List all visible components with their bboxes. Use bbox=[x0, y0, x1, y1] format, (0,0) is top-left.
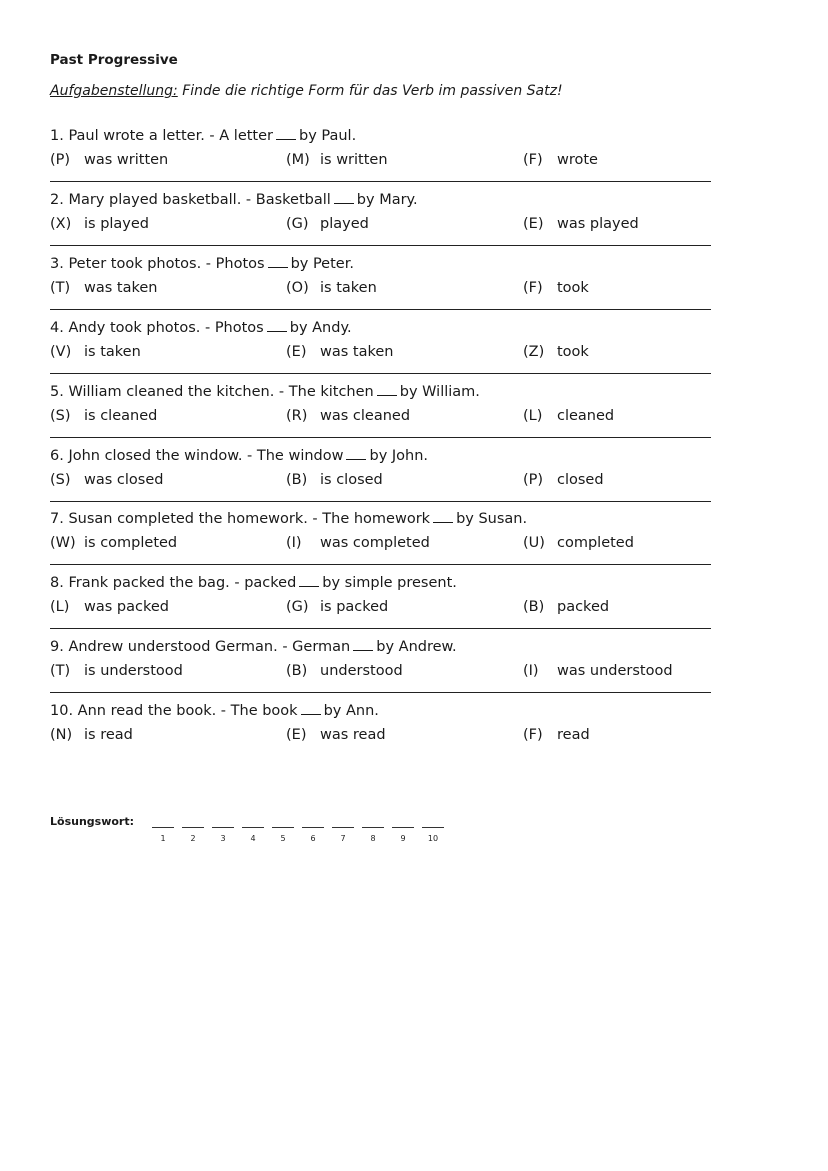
option-letter: (X) bbox=[50, 215, 72, 232]
solution-number: 8 bbox=[370, 834, 376, 843]
option-letter: (I) bbox=[286, 535, 302, 552]
question-text bbox=[50, 510, 527, 527]
question-prefix: 4. Andy took photos. - Photos bbox=[50, 319, 264, 336]
question-text bbox=[50, 574, 457, 591]
solution-blank bbox=[362, 827, 384, 828]
answer-blank bbox=[346, 447, 366, 460]
answer-option bbox=[50, 727, 133, 743]
question-text bbox=[50, 255, 354, 272]
answer-option bbox=[50, 344, 141, 360]
option-letter: (E) bbox=[286, 343, 307, 360]
solution-blank bbox=[212, 827, 234, 828]
option-letter: (E) bbox=[286, 727, 307, 744]
option-text: was cleaned bbox=[320, 407, 411, 424]
option-letter: (L) bbox=[50, 599, 70, 616]
question-item bbox=[50, 127, 711, 191]
question-item bbox=[50, 574, 711, 638]
solution-slot bbox=[242, 819, 264, 847]
question-suffix: by Andy. bbox=[289, 319, 352, 336]
question-suffix: by Peter. bbox=[290, 255, 354, 272]
question-text bbox=[50, 319, 352, 336]
worksheet-title: Past Progressive bbox=[50, 52, 178, 68]
solution-slot bbox=[392, 819, 414, 847]
solution-slot bbox=[422, 819, 444, 847]
option-text: read bbox=[557, 727, 590, 744]
question-text bbox=[50, 383, 480, 400]
solution-number: 5 bbox=[280, 834, 286, 843]
solution-slot bbox=[332, 819, 354, 847]
option-letter: (F) bbox=[523, 152, 543, 168]
solution-label: Lösungswort: bbox=[50, 815, 134, 828]
question-suffix: by William. bbox=[399, 383, 480, 400]
solution-number: 9 bbox=[400, 834, 406, 843]
question-item bbox=[50, 510, 711, 574]
option-text: is closed bbox=[320, 471, 383, 488]
option-text: completed bbox=[557, 535, 634, 552]
option-text: played bbox=[320, 215, 369, 232]
answer-option bbox=[50, 408, 157, 424]
separator-line bbox=[50, 437, 711, 438]
solution-slot bbox=[212, 819, 234, 847]
solution-blank bbox=[332, 827, 354, 828]
answer-option bbox=[523, 408, 614, 424]
option-text: was written bbox=[84, 152, 169, 168]
answer-option bbox=[286, 216, 369, 232]
solution-blank bbox=[152, 827, 174, 828]
solution-number: 4 bbox=[250, 834, 256, 843]
question-prefix: 3. Peter took photos. - Photos bbox=[50, 255, 265, 272]
answer-option bbox=[523, 472, 604, 488]
separator-line bbox=[50, 373, 711, 374]
option-text: is read bbox=[84, 727, 133, 744]
question-suffix: by Ann. bbox=[323, 703, 379, 720]
question-item bbox=[50, 191, 711, 255]
question-suffix: by simple present. bbox=[322, 575, 457, 592]
option-text: took bbox=[557, 343, 589, 360]
solution-number: 10 bbox=[427, 834, 439, 843]
question-item bbox=[50, 383, 711, 447]
answer-option bbox=[50, 599, 169, 615]
answer-option bbox=[523, 216, 639, 232]
solution-slot bbox=[362, 819, 384, 847]
question-text bbox=[50, 702, 379, 719]
answer-blank bbox=[268, 255, 288, 268]
question-prefix: 8. Frank packed the bag. - packed bbox=[50, 575, 297, 592]
answer-option bbox=[523, 727, 590, 743]
answer-option bbox=[50, 663, 183, 679]
solution-blank bbox=[182, 827, 204, 828]
option-letter: (G) bbox=[286, 215, 309, 232]
option-letter: (I) bbox=[523, 663, 539, 680]
option-letter: (P) bbox=[50, 152, 71, 168]
option-letter: (F) bbox=[523, 279, 543, 296]
instruction bbox=[50, 83, 563, 99]
option-text: understood bbox=[320, 663, 403, 680]
option-letter: (E) bbox=[523, 215, 544, 232]
solution-blank bbox=[302, 827, 324, 828]
option-text: was completed bbox=[320, 535, 430, 552]
question-prefix: 6. John closed the window. - The window bbox=[50, 447, 344, 464]
answer-option bbox=[286, 472, 383, 488]
question-suffix: by John. bbox=[369, 447, 429, 464]
answer-option bbox=[286, 535, 430, 551]
answer-blank bbox=[276, 127, 296, 140]
question-prefix: 7. Susan completed the homework. - The homework bbox=[50, 511, 431, 528]
option-letter: (R) bbox=[286, 407, 308, 424]
answer-option bbox=[50, 472, 163, 488]
answer-blank bbox=[353, 638, 373, 651]
option-text: was packed bbox=[84, 599, 169, 616]
option-text: is cleaned bbox=[84, 407, 158, 424]
solution-blank bbox=[242, 827, 264, 828]
answer-option bbox=[286, 344, 393, 360]
answer-option bbox=[286, 152, 388, 168]
question-suffix: by Paul. bbox=[299, 128, 357, 144]
option-letter: (S) bbox=[50, 471, 71, 488]
option-text: packed bbox=[557, 599, 610, 616]
answer-option bbox=[50, 216, 149, 232]
answer-option bbox=[523, 599, 609, 615]
solution-blank bbox=[422, 827, 444, 828]
option-letter: (O) bbox=[286, 279, 309, 296]
separator-line bbox=[50, 564, 711, 565]
question-suffix: by Susan. bbox=[456, 511, 528, 528]
answer-option bbox=[286, 727, 386, 743]
answer-blank bbox=[334, 191, 354, 204]
solution-number: 2 bbox=[190, 834, 196, 843]
option-letter: (S) bbox=[50, 407, 71, 424]
question-prefix: 2. Mary played basketball. - Basketball bbox=[50, 191, 331, 208]
option-text: is written bbox=[320, 152, 388, 168]
answer-blank bbox=[299, 574, 319, 587]
separator-line bbox=[50, 501, 711, 502]
solution-slot bbox=[152, 819, 174, 847]
answer-blank bbox=[433, 510, 453, 523]
separator-line bbox=[50, 245, 711, 246]
solution-number: 3 bbox=[220, 834, 226, 843]
option-text: was taken bbox=[320, 343, 394, 360]
question-text bbox=[50, 638, 457, 655]
solution-blank bbox=[392, 827, 414, 828]
question-item bbox=[50, 702, 711, 766]
solution-blank bbox=[272, 827, 294, 828]
option-text: is taken bbox=[84, 343, 141, 360]
question-item bbox=[50, 319, 711, 383]
solution-number: 1 bbox=[160, 834, 166, 843]
option-letter: (U) bbox=[523, 535, 545, 552]
option-letter: (T) bbox=[50, 279, 71, 296]
answer-option bbox=[286, 599, 388, 615]
solution-number: 6 bbox=[310, 834, 316, 843]
question-prefix: 5. William cleaned the kitchen. - The kitchen bbox=[50, 383, 374, 400]
option-text: was closed bbox=[84, 471, 164, 488]
option-text: is understood bbox=[84, 663, 183, 680]
option-letter: (B) bbox=[286, 663, 308, 680]
option-letter: (B) bbox=[523, 599, 545, 616]
answer-option bbox=[50, 280, 157, 296]
option-text: is taken bbox=[320, 279, 377, 296]
instruction-text: Finde die richtige Form für das Verb im passiven Satz! bbox=[177, 83, 563, 99]
solution-slot bbox=[272, 819, 294, 847]
option-text: took bbox=[557, 279, 589, 296]
question-item bbox=[50, 255, 711, 319]
option-letter: (N) bbox=[50, 727, 73, 744]
question-text bbox=[50, 447, 428, 464]
question-text bbox=[50, 191, 418, 208]
option-letter: (T) bbox=[50, 663, 71, 680]
answer-blank bbox=[267, 319, 287, 332]
question-item bbox=[50, 638, 711, 702]
option-letter: (L) bbox=[523, 407, 543, 424]
question-suffix: by Mary. bbox=[356, 191, 418, 208]
option-text: cleaned bbox=[557, 407, 615, 424]
answer-option bbox=[50, 535, 177, 551]
solution-number: 7 bbox=[340, 834, 346, 843]
answer-option bbox=[286, 408, 410, 424]
option-text: is completed bbox=[84, 535, 178, 552]
solution-slot bbox=[302, 819, 324, 847]
solution-slot bbox=[182, 819, 204, 847]
answer-option bbox=[523, 280, 589, 296]
question-prefix: 10. Ann read the book. - The book bbox=[50, 703, 298, 720]
option-letter: (V) bbox=[50, 343, 72, 360]
option-letter: (F) bbox=[523, 727, 543, 744]
option-letter: (B) bbox=[286, 471, 308, 488]
answer-option bbox=[523, 152, 598, 168]
option-letter: (P) bbox=[523, 471, 544, 488]
answer-blank bbox=[301, 702, 321, 715]
option-text: wrote bbox=[557, 152, 598, 168]
option-text: closed bbox=[557, 471, 604, 488]
separator-line bbox=[50, 181, 711, 182]
instruction-label: Aufgabenstellung: bbox=[50, 83, 178, 99]
answer-blank bbox=[377, 383, 397, 396]
question-text bbox=[50, 127, 356, 144]
question-suffix: by Andrew. bbox=[376, 639, 457, 656]
option-text: is packed bbox=[320, 599, 389, 616]
option-letter: (M) bbox=[286, 152, 310, 168]
answer-option bbox=[50, 152, 168, 168]
option-letter: (Z) bbox=[523, 343, 545, 360]
answer-option bbox=[523, 663, 673, 679]
question-item bbox=[50, 447, 711, 511]
separator-line bbox=[50, 628, 711, 629]
option-text: was taken bbox=[84, 279, 158, 296]
separator-line bbox=[50, 692, 711, 693]
option-text: was read bbox=[320, 727, 386, 744]
option-letter: (G) bbox=[286, 599, 309, 616]
option-text: was understood bbox=[557, 663, 673, 680]
answer-option bbox=[523, 344, 589, 360]
separator-line bbox=[50, 309, 711, 310]
question-prefix: 1. Paul wrote a letter. - A letter bbox=[50, 128, 273, 144]
answer-option bbox=[523, 535, 634, 551]
question-prefix: 9. Andrew understood German. - German bbox=[50, 639, 351, 656]
option-letter: (W) bbox=[50, 535, 76, 552]
answer-option bbox=[286, 280, 377, 296]
answer-option bbox=[286, 663, 403, 679]
option-text: is played bbox=[84, 215, 150, 232]
option-text: was played bbox=[557, 215, 639, 232]
